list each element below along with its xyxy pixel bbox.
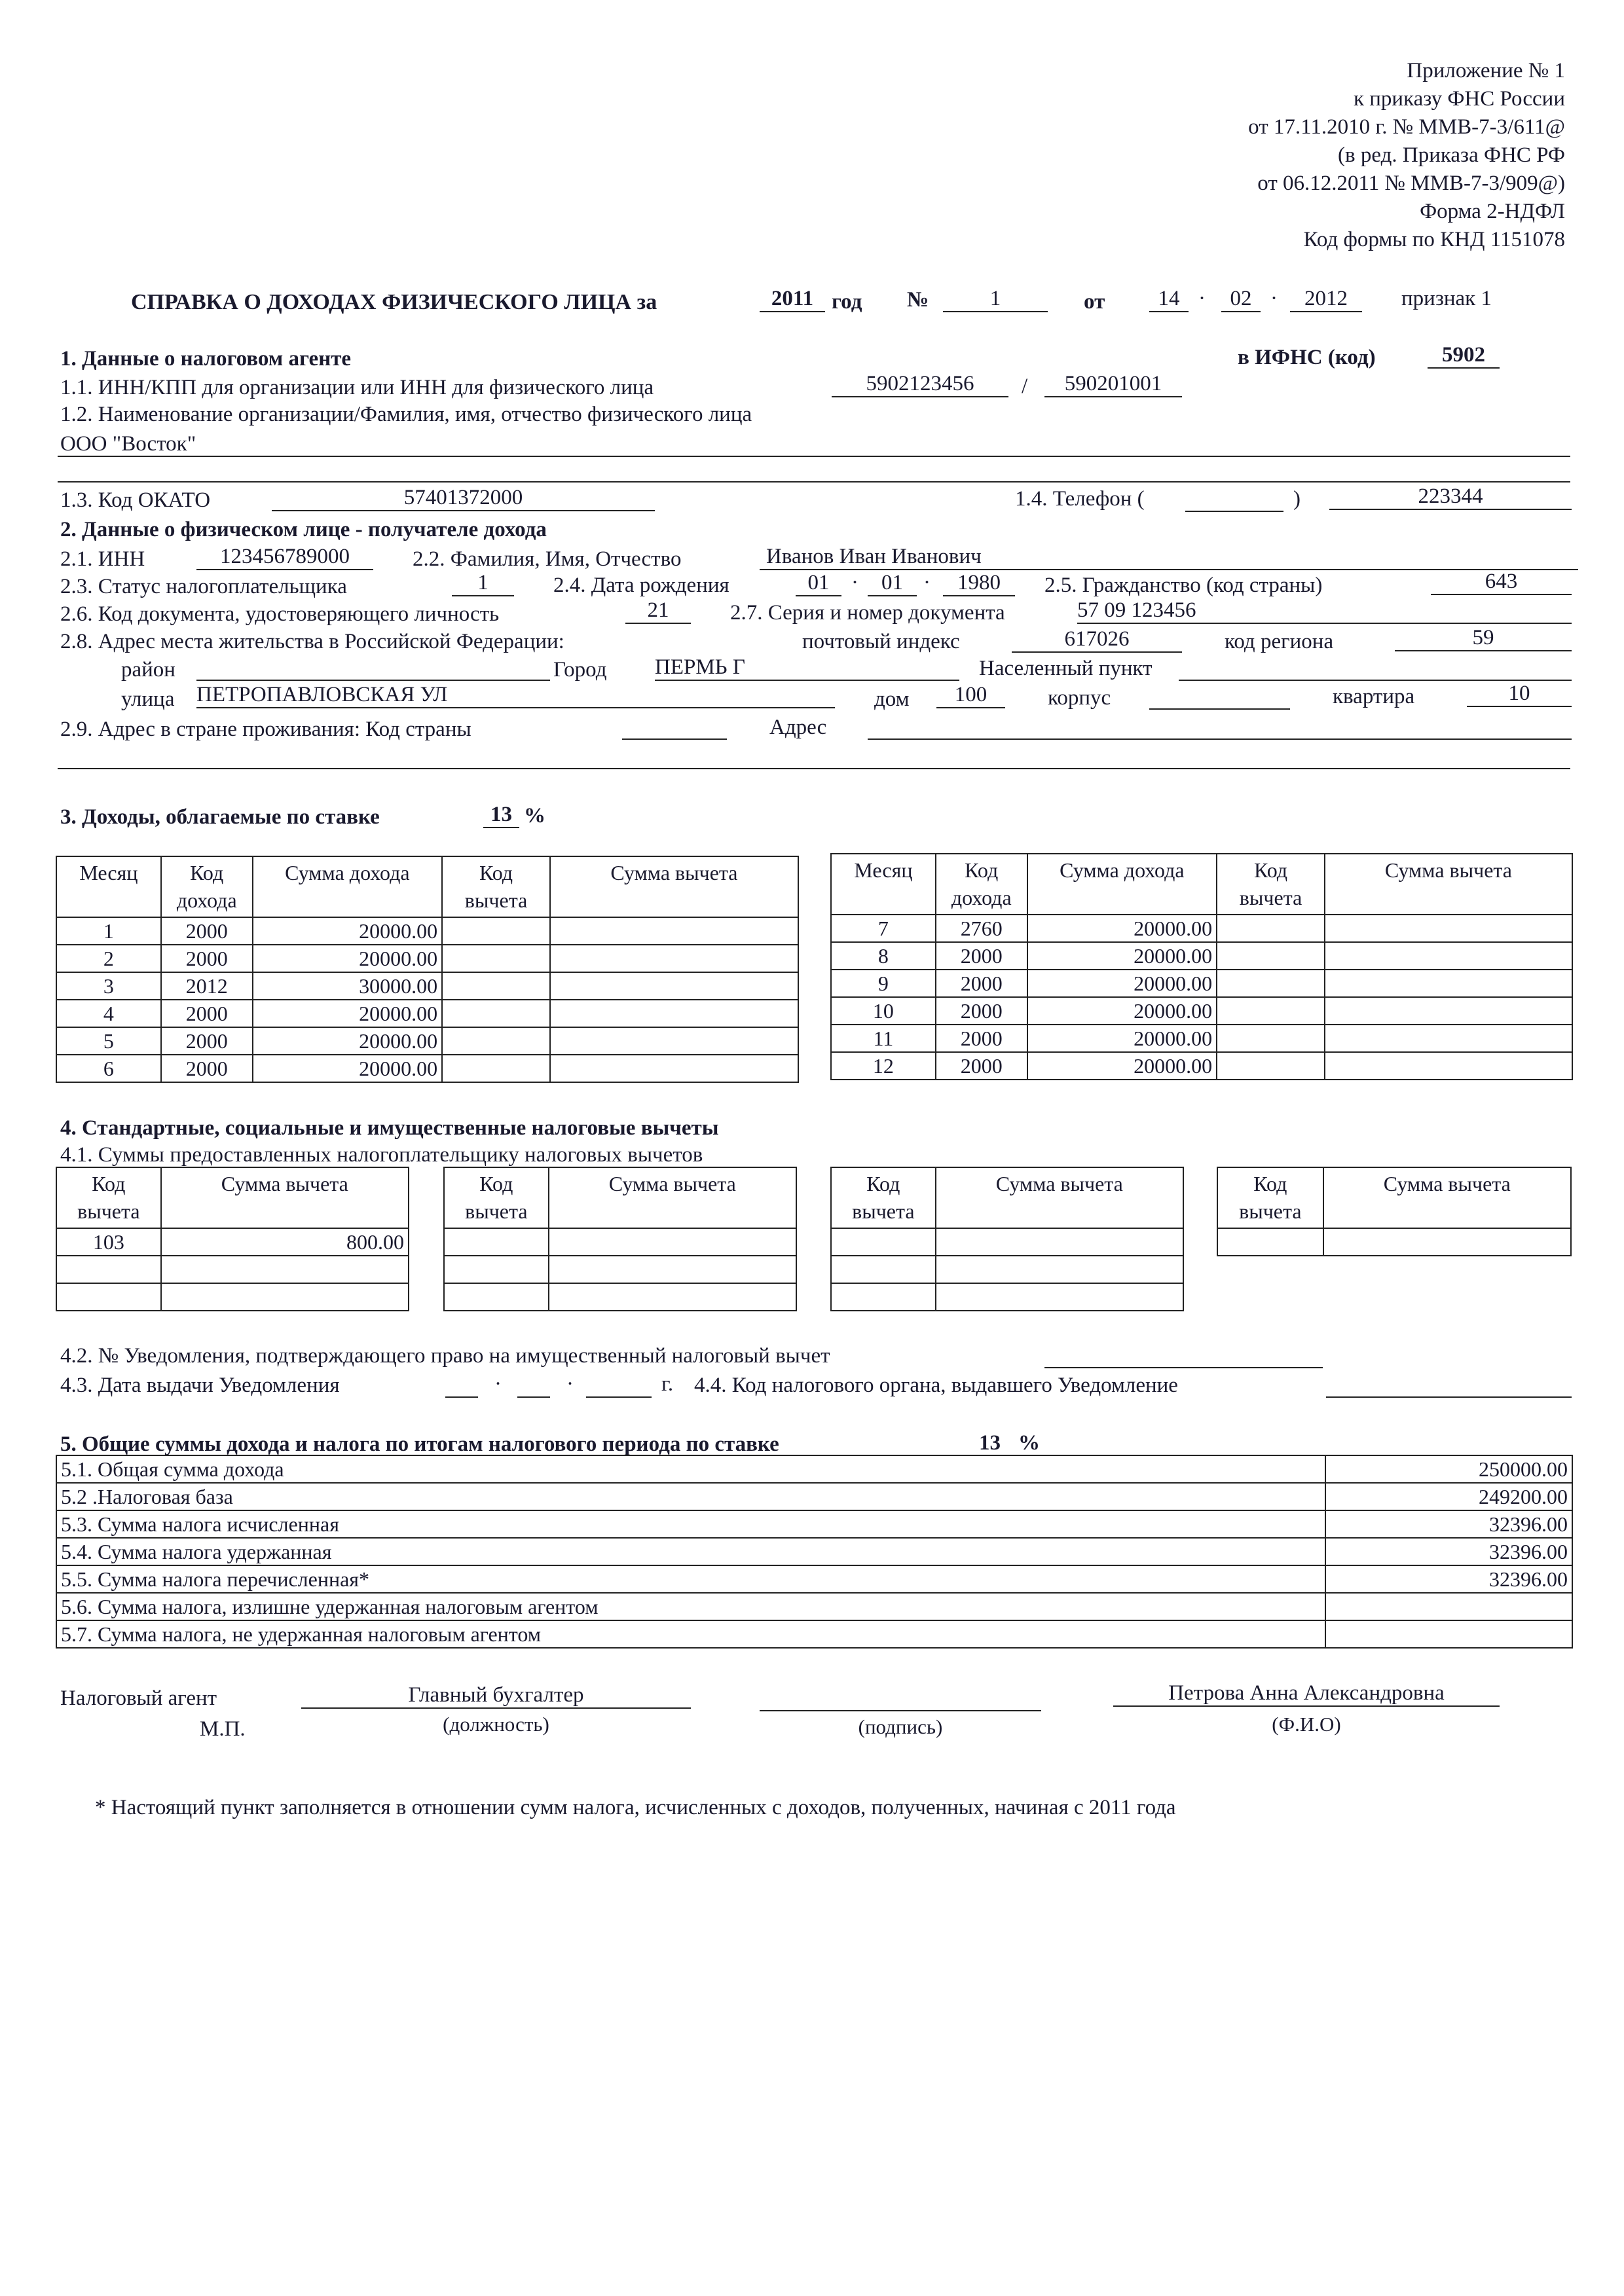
table-row	[831, 1025, 1572, 1052]
table-row	[56, 1565, 1572, 1593]
date-dot: ·	[1198, 287, 1206, 310]
income-code-cell: 2000	[936, 1052, 1027, 1080]
citizenship-code: 643	[1431, 571, 1572, 595]
income-sum-cell: 20000.00	[253, 945, 442, 972]
table-row	[831, 1228, 1183, 1256]
income-sum-cell: 20000.00	[1027, 1052, 1217, 1080]
footnote: * Настоящий пункт заполняется в отношении сумм налога, исчисленных с доходов, полученных, начиная с 2011 года	[95, 1796, 1176, 1819]
city: ПЕРМЬ Г	[655, 657, 959, 681]
deduction-sum-cell	[1325, 915, 1572, 942]
deduction-sum-cell	[1323, 1228, 1571, 1256]
house-label: дом	[874, 687, 910, 711]
deduction-sum-cell	[161, 1283, 409, 1311]
inn-kpp-label: 1.1. ИНН/КПП для организации или ИНН для физического лица	[60, 376, 654, 399]
deduction-code-cell	[442, 972, 550, 1000]
deduction-code-cell	[444, 1228, 549, 1256]
table-row	[56, 1620, 1572, 1648]
income-code-cell: 2000	[161, 1000, 253, 1027]
phone-area-line	[1185, 511, 1283, 512]
flat-label: квартира	[1333, 685, 1415, 708]
col-deduction-sum: Сумма вычета	[936, 1167, 1183, 1228]
name-caption: (Ф.И.О)	[1272, 1713, 1341, 1736]
total-label-cell: 5.4. Сумма налога удержанная	[56, 1538, 1325, 1565]
col-deduction-code: Код вычета	[1217, 1167, 1323, 1228]
income-code-cell: 2000	[936, 970, 1027, 997]
deduction-code-cell	[442, 1055, 550, 1082]
deduction-sum-cell	[550, 1055, 798, 1082]
phone-number: 223344	[1329, 486, 1572, 510]
table-row	[56, 1593, 1572, 1620]
col-income-code: Код дохода	[161, 856, 253, 917]
col-deduction-code: Код вычета	[831, 1167, 936, 1228]
section-2-title: 2. Данные о физическом лице - получателе дохода	[60, 518, 547, 541]
percent-sign: %	[1018, 1431, 1040, 1455]
deduction-code-cell	[442, 945, 550, 972]
table-row	[56, 1000, 798, 1027]
table-row	[56, 1483, 1572, 1510]
district-label: район	[121, 658, 175, 682]
col-deduction-code: Код вычета	[442, 856, 550, 917]
income-sum-cell: 20000.00	[253, 917, 442, 945]
notice-date-label: 4.3. Дата выдачи Уведомления	[60, 1374, 340, 1397]
doc-code-label: 2.6. Код документа, удостоверяющего личность	[60, 602, 500, 626]
total-label-cell: 5.1. Общая сумма дохода	[56, 1455, 1325, 1483]
doc-number: 57 09 123456	[1077, 600, 1572, 624]
notice-authority-label: 4.4. Код налогового органа, выдавшего Уведомление	[694, 1374, 1178, 1397]
total-value-cell: 250000.00	[1325, 1455, 1572, 1483]
income-code-cell: 2000	[936, 1025, 1027, 1052]
deduction-sum-cell	[550, 945, 798, 972]
table-row	[831, 1052, 1572, 1080]
deduction-table-4	[1217, 1167, 1572, 1256]
doc-code: 21	[625, 600, 691, 624]
from-label: от	[1084, 290, 1105, 314]
table-row	[56, 1027, 798, 1055]
house: 100	[936, 684, 1005, 708]
deduction-table-1	[56, 1167, 409, 1311]
table-row	[831, 1256, 1183, 1283]
birth-day: 01	[796, 572, 841, 596]
header-line: Приложение № 1	[1407, 59, 1565, 82]
deduction-code-cell	[442, 1000, 550, 1027]
report-year: 2011	[760, 288, 825, 312]
table-row	[56, 1283, 409, 1311]
postal-code: 617026	[1012, 629, 1182, 653]
deduction-sum-cell	[1325, 1052, 1572, 1080]
income-code-cell: 2000	[936, 997, 1027, 1025]
header-line: от 06.12.2011 № ММВ-7-3/909@)	[1257, 172, 1565, 195]
income-sum-cell: 20000.00	[253, 1027, 442, 1055]
slash: /	[1022, 374, 1028, 398]
total-label-cell: 5.5. Сумма налога перечисленная*	[56, 1565, 1325, 1593]
settlement-label: Населенный пункт	[979, 657, 1153, 680]
table-row	[56, 1055, 798, 1082]
month-cell: 8	[831, 942, 936, 970]
month-cell: 3	[56, 972, 161, 1000]
col-deduction-code: Код вычета	[444, 1167, 549, 1228]
date-dot: ·	[566, 1372, 574, 1396]
region-code: 59	[1395, 627, 1572, 651]
income-code-cell: 2000	[161, 1027, 253, 1055]
date-dot: ·	[923, 571, 931, 594]
total-value-cell: 32396.00	[1325, 1565, 1572, 1593]
col-deduction-code: Код вычета	[56, 1167, 161, 1228]
status-label: 2.3. Статус налогоплательщика	[60, 575, 347, 598]
table-row	[56, 1228, 409, 1256]
col-deduction-sum: Сумма вычета	[550, 856, 798, 917]
fio-label: 2.2. Фамилия, Имя, Отчество	[413, 547, 682, 571]
position-caption: (должность)	[443, 1713, 549, 1736]
deduction-code-cell	[56, 1256, 161, 1283]
deduction-code-cell	[1217, 1228, 1323, 1256]
deduction-table-3	[830, 1167, 1184, 1311]
stamp-label: М.П.	[200, 1717, 246, 1741]
col-income-sum: Сумма дохода	[253, 856, 442, 917]
income-sum-cell: 20000.00	[1027, 915, 1217, 942]
signer-position: Главный бухгалтер	[301, 1685, 691, 1709]
birth-year: 1980	[943, 572, 1015, 596]
deduction-code-cell: 103	[56, 1228, 161, 1256]
col-income-code: Код дохода	[936, 854, 1027, 915]
month-cell: 12	[831, 1052, 936, 1080]
total-label-cell: 5.3. Сумма налога исчисленная	[56, 1510, 1325, 1538]
total-value-cell	[1325, 1620, 1572, 1648]
table-row	[444, 1256, 796, 1283]
person-inn: 123456789000	[196, 546, 373, 570]
header-line: Форма 2-НДФЛ	[1420, 200, 1565, 223]
street: ПЕТРОПАВЛОВСКАЯ УЛ	[196, 684, 835, 708]
income-sum-cell: 20000.00	[1027, 1025, 1217, 1052]
deduction-table-2	[443, 1167, 797, 1311]
deduction-code-cell	[831, 1283, 936, 1311]
table-row	[56, 1455, 1572, 1483]
col-deduction-code: Код вычета	[1217, 854, 1325, 915]
month-cell: 6	[56, 1055, 161, 1082]
korpus-line	[1149, 708, 1290, 710]
table-row	[831, 997, 1572, 1025]
deduction-code-cell	[442, 917, 550, 945]
sign-label: признак 1	[1401, 287, 1492, 310]
rule	[58, 768, 1570, 769]
deduction-code-cell	[1217, 997, 1325, 1025]
total-rate: 13	[979, 1431, 1001, 1455]
address-label: 2.8. Адрес места жительства в Российской Федерации:	[60, 630, 564, 653]
income-sum-cell: 20000.00	[1027, 970, 1217, 997]
person-fio: Иванов Иван Иванович	[760, 546, 1578, 570]
citizenship-label: 2.5. Гражданство (код страны)	[1044, 574, 1323, 597]
income-code-cell: 2000	[161, 917, 253, 945]
income-rate: 13	[483, 804, 519, 828]
header-line: от 17.11.2010 г. № ММВ-7-3/611@	[1248, 115, 1565, 139]
settlement-line	[1179, 680, 1572, 681]
percent-sign: %	[524, 804, 545, 828]
deduction-code-cell	[1217, 1025, 1325, 1052]
deduction-sum-cell	[549, 1228, 796, 1256]
income-sum-cell: 30000.00	[253, 972, 442, 1000]
income-code-cell: 2760	[936, 915, 1027, 942]
street-label: улица	[121, 687, 175, 711]
certificate-number: 1	[943, 288, 1048, 312]
deduction-code-cell	[444, 1256, 549, 1283]
income-code-cell: 2000	[161, 945, 253, 972]
section-4-title: 4. Стандартные, социальные и имущественные налоговые вычеты	[60, 1116, 719, 1140]
income-sum-cell: 20000.00	[253, 1000, 442, 1027]
region-label: код региона	[1225, 630, 1334, 653]
deduction-sum-cell	[550, 917, 798, 945]
col-month: Месяц	[56, 856, 161, 917]
col-deduction-sum: Сумма вычета	[1323, 1167, 1571, 1228]
total-label-cell: 5.2 .Налоговая база	[56, 1483, 1325, 1510]
month-cell: 9	[831, 970, 936, 997]
deduction-sum-cell	[1325, 997, 1572, 1025]
section-1-title: 1. Данные о налоговом агенте	[60, 347, 352, 371]
deduction-sum-cell	[549, 1283, 796, 1311]
ifns-label: в ИФНС (код)	[1238, 346, 1376, 369]
rule	[58, 481, 1570, 483]
deduction-code-cell	[56, 1283, 161, 1311]
korpus-label: корпус	[1048, 686, 1111, 710]
rule	[58, 456, 1570, 457]
month-cell: 1	[56, 917, 161, 945]
org-name-label: 1.2. Наименование организации/Фамилия, имя, отчество физического лица	[60, 403, 752, 426]
table-row	[831, 915, 1572, 942]
zip-label: почтовый индекс	[802, 630, 960, 653]
deduction-code-cell	[442, 1027, 550, 1055]
table-row	[56, 945, 798, 972]
okato-code: 57401372000	[272, 487, 655, 511]
deduction-code-cell	[444, 1283, 549, 1311]
foreign-country-label: 2.9. Адрес в стране проживания: Код страны	[60, 718, 471, 741]
foreign-country-line	[622, 738, 727, 740]
deduction-sum-cell	[161, 1256, 409, 1283]
table-row	[56, 972, 798, 1000]
notice-year-line	[586, 1396, 652, 1398]
table-row	[56, 1538, 1572, 1565]
income-sum-cell: 20000.00	[1027, 942, 1217, 970]
deduction-code-cell	[831, 1228, 936, 1256]
income-sum-cell: 20000.00	[1027, 997, 1217, 1025]
income-table-left	[56, 856, 799, 1083]
total-value-cell	[1325, 1593, 1572, 1620]
month-cell: 10	[831, 997, 936, 1025]
deduction-sum-cell: 800.00	[161, 1228, 409, 1256]
month-cell: 4	[56, 1000, 161, 1027]
agent-inn: 5902123456	[832, 373, 1008, 397]
deductions-label: 4.1. Суммы предоставленных налогоплательщику налоговых вычетов	[60, 1143, 703, 1167]
date-dot: ·	[1270, 287, 1278, 310]
deduction-code-cell	[1217, 942, 1325, 970]
section-5-title: 5. Общие суммы дохода и налога по итогам налогового периода по ставке	[60, 1432, 779, 1456]
deduction-sum-cell	[550, 1027, 798, 1055]
table-row	[56, 1256, 409, 1283]
doc-num-label: 2.7. Серия и номер документа	[730, 601, 1005, 625]
agent-label: Налоговый агент	[60, 1686, 217, 1710]
issue-year: 2012	[1290, 288, 1362, 312]
table-row	[831, 942, 1572, 970]
table-row	[56, 917, 798, 945]
district-line	[196, 680, 550, 681]
title-text: СПРАВКА О ДОХОДАХ ФИЗИЧЕСКОГО ЛИЦА за	[131, 290, 657, 314]
year-suffix: г.	[661, 1372, 674, 1396]
month-cell: 5	[56, 1027, 161, 1055]
deduction-code-cell	[831, 1256, 936, 1283]
header-line: Код формы по КНД 1151078	[1303, 228, 1565, 251]
total-value-cell: 32396.00	[1325, 1538, 1572, 1565]
month-cell: 2	[56, 945, 161, 972]
issue-month: 02	[1221, 288, 1261, 312]
total-value-cell: 32396.00	[1325, 1510, 1572, 1538]
deduction-sum-cell	[550, 1000, 798, 1027]
ifns-code: 5902	[1428, 344, 1500, 369]
okato-label: 1.3. Код ОКАТО	[60, 488, 211, 512]
notice-number-line	[1044, 1367, 1323, 1368]
header-line: (в ред. Приказа ФНС РФ	[1338, 143, 1565, 167]
table-row	[831, 1283, 1183, 1311]
date-dot: ·	[851, 571, 858, 594]
deduction-sum-cell	[1325, 942, 1572, 970]
total-label-cell: 5.7. Сумма налога, не удержанная налоговым агентом	[56, 1620, 1325, 1648]
issue-day: 14	[1149, 288, 1189, 312]
birth-month: 01	[868, 572, 917, 596]
deduction-code-cell	[1217, 1052, 1325, 1080]
month-cell: 11	[831, 1025, 936, 1052]
totals-table	[56, 1455, 1573, 1649]
org-name: ООО "Восток"	[60, 432, 196, 456]
birthdate-label: 2.4. Дата рождения	[553, 574, 729, 597]
col-deduction-sum: Сумма вычета	[1325, 854, 1572, 915]
deduction-code-cell	[1217, 915, 1325, 942]
deduction-sum-cell	[549, 1256, 796, 1283]
table-row	[444, 1228, 796, 1256]
deduction-sum-cell	[936, 1256, 1183, 1283]
table-row	[56, 1510, 1572, 1538]
deduction-sum-cell	[936, 1283, 1183, 1311]
number-label: №	[907, 288, 929, 312]
section-3-title: 3. Доходы, облагаемые по ставке	[60, 805, 380, 829]
notice-month-line	[517, 1396, 550, 1398]
city-label: Город	[553, 658, 607, 682]
taxpayer-status: 1	[452, 572, 514, 596]
signature-caption: (подпись)	[858, 1715, 943, 1738]
notice-day-line	[445, 1396, 478, 1398]
total-label-cell: 5.6. Сумма налога, излишне удержанная налоговым агентом	[56, 1593, 1325, 1620]
phone-label: 1.4. Телефон (	[1015, 487, 1145, 511]
col-income-sum: Сумма дохода	[1027, 854, 1217, 915]
deduction-sum-cell	[936, 1228, 1183, 1256]
col-deduction-sum: Сумма вычета	[161, 1167, 409, 1228]
foreign-address-label: Адрес	[769, 716, 827, 739]
col-month: Месяц	[831, 854, 936, 915]
notice-authority-line	[1326, 1396, 1572, 1398]
date-dot: ·	[494, 1372, 502, 1396]
year-label: год	[832, 290, 862, 314]
deduction-sum-cell	[1325, 970, 1572, 997]
notice-number-label: 4.2. № Уведомления, подтверждающего право на имущественный налоговый вычет	[60, 1344, 830, 1368]
foreign-address-line	[868, 738, 1572, 740]
deduction-code-cell	[1217, 970, 1325, 997]
flat: 10	[1467, 683, 1572, 707]
table-row	[1217, 1228, 1571, 1256]
deduction-sum-cell	[1325, 1025, 1572, 1052]
phone-paren: )	[1293, 487, 1301, 511]
signer-name: Петрова Анна Александровна	[1113, 1683, 1500, 1707]
income-code-cell: 2000	[936, 942, 1027, 970]
signature-line	[760, 1710, 1041, 1711]
income-code-cell: 2000	[161, 1055, 253, 1082]
table-row	[831, 970, 1572, 997]
person-inn-label: 2.1. ИНН	[60, 547, 145, 571]
month-cell: 7	[831, 915, 936, 942]
agent-kpp: 590201001	[1044, 373, 1182, 397]
income-sum-cell: 20000.00	[253, 1055, 442, 1082]
header-line: к приказу ФНС России	[1353, 87, 1565, 111]
table-row	[444, 1283, 796, 1311]
deduction-sum-cell	[550, 972, 798, 1000]
total-value-cell: 249200.00	[1325, 1483, 1572, 1510]
income-code-cell: 2012	[161, 972, 253, 1000]
income-table-right	[830, 853, 1573, 1080]
col-deduction-sum: Сумма вычета	[549, 1167, 796, 1228]
